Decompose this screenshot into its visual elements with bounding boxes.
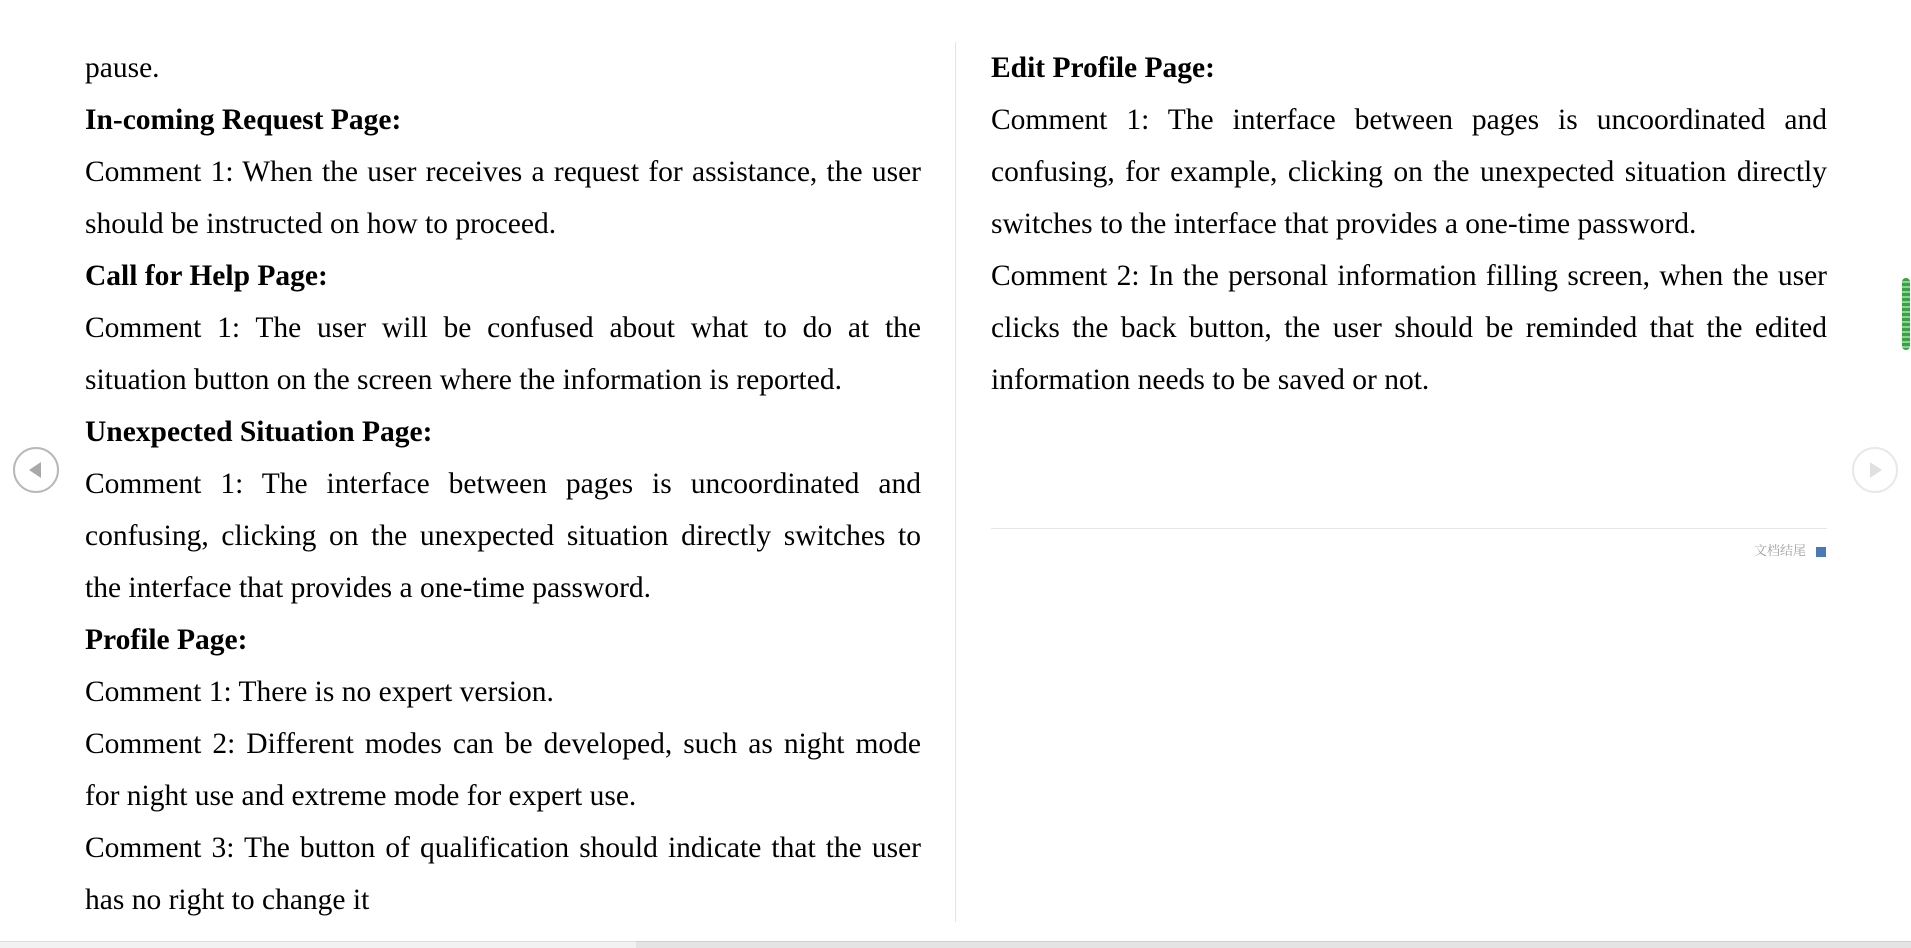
chevron-right-icon (1854, 449, 1896, 491)
heading-profile-page: Profile Page: (85, 624, 248, 656)
document-end-marker (1816, 547, 1826, 557)
heading-incoming-request-page: In-coming Request Page: (85, 104, 402, 136)
heading-unexpected-situation-page: Unexpected Situation Page: (85, 416, 433, 448)
profile-comment-3: Comment 3: The button of qualification should indicate that the user has no right to change it (85, 832, 921, 916)
edit-comment-1: Comment 1: The interface between pages is uncoordinated and confusing, for example, clicking on the unexpected situation directly switches to the interface that provides a one-time password. (991, 104, 1827, 240)
profile-comment-1: Comment 1: There is no expert version. (85, 676, 554, 708)
page-divider (955, 42, 956, 922)
profile-comment-2: Comment 2: Different modes can be developed, such as night mode for night use and extreme mode for expert use. (85, 728, 921, 812)
next-page-button[interactable] (1852, 447, 1898, 493)
document-end-rule (991, 528, 1827, 529)
callhelp-comment-1: Comment 1: The user will be confused about what to do at the situation button on the screen where the information is reported. (85, 312, 921, 396)
heading-edit-profile-page: Edit Profile Page: (991, 52, 1215, 84)
paragraph-continuation: pause. (85, 52, 160, 84)
horizontal-scrollbar-thumb[interactable] (636, 941, 1911, 948)
incoming-comment-1: Comment 1: When the user receives a request for assistance, the user should be instructed on how to proceed. (85, 156, 921, 240)
vertical-scroll-grip[interactable] (1902, 278, 1910, 350)
previous-page-button[interactable] (13, 447, 59, 493)
edit-comment-2: Comment 2: In the personal information filling screen, when the user clicks the back button, the user should be reminded that the edited information needs to be saved or not. (991, 260, 1827, 396)
unexpected-comment-1: Comment 1: The interface between pages is uncoordinated and confusing, clicking on the unexpected situation directly switches to the interface that provides a one-time password. (85, 468, 921, 604)
document-end-label: 文档结尾 (1753, 544, 1806, 559)
chevron-left-icon (15, 449, 57, 491)
right-page-column (991, 42, 1827, 406)
left-page-column (85, 42, 921, 926)
heading-call-for-help-page: Call for Help Page: (85, 260, 328, 292)
